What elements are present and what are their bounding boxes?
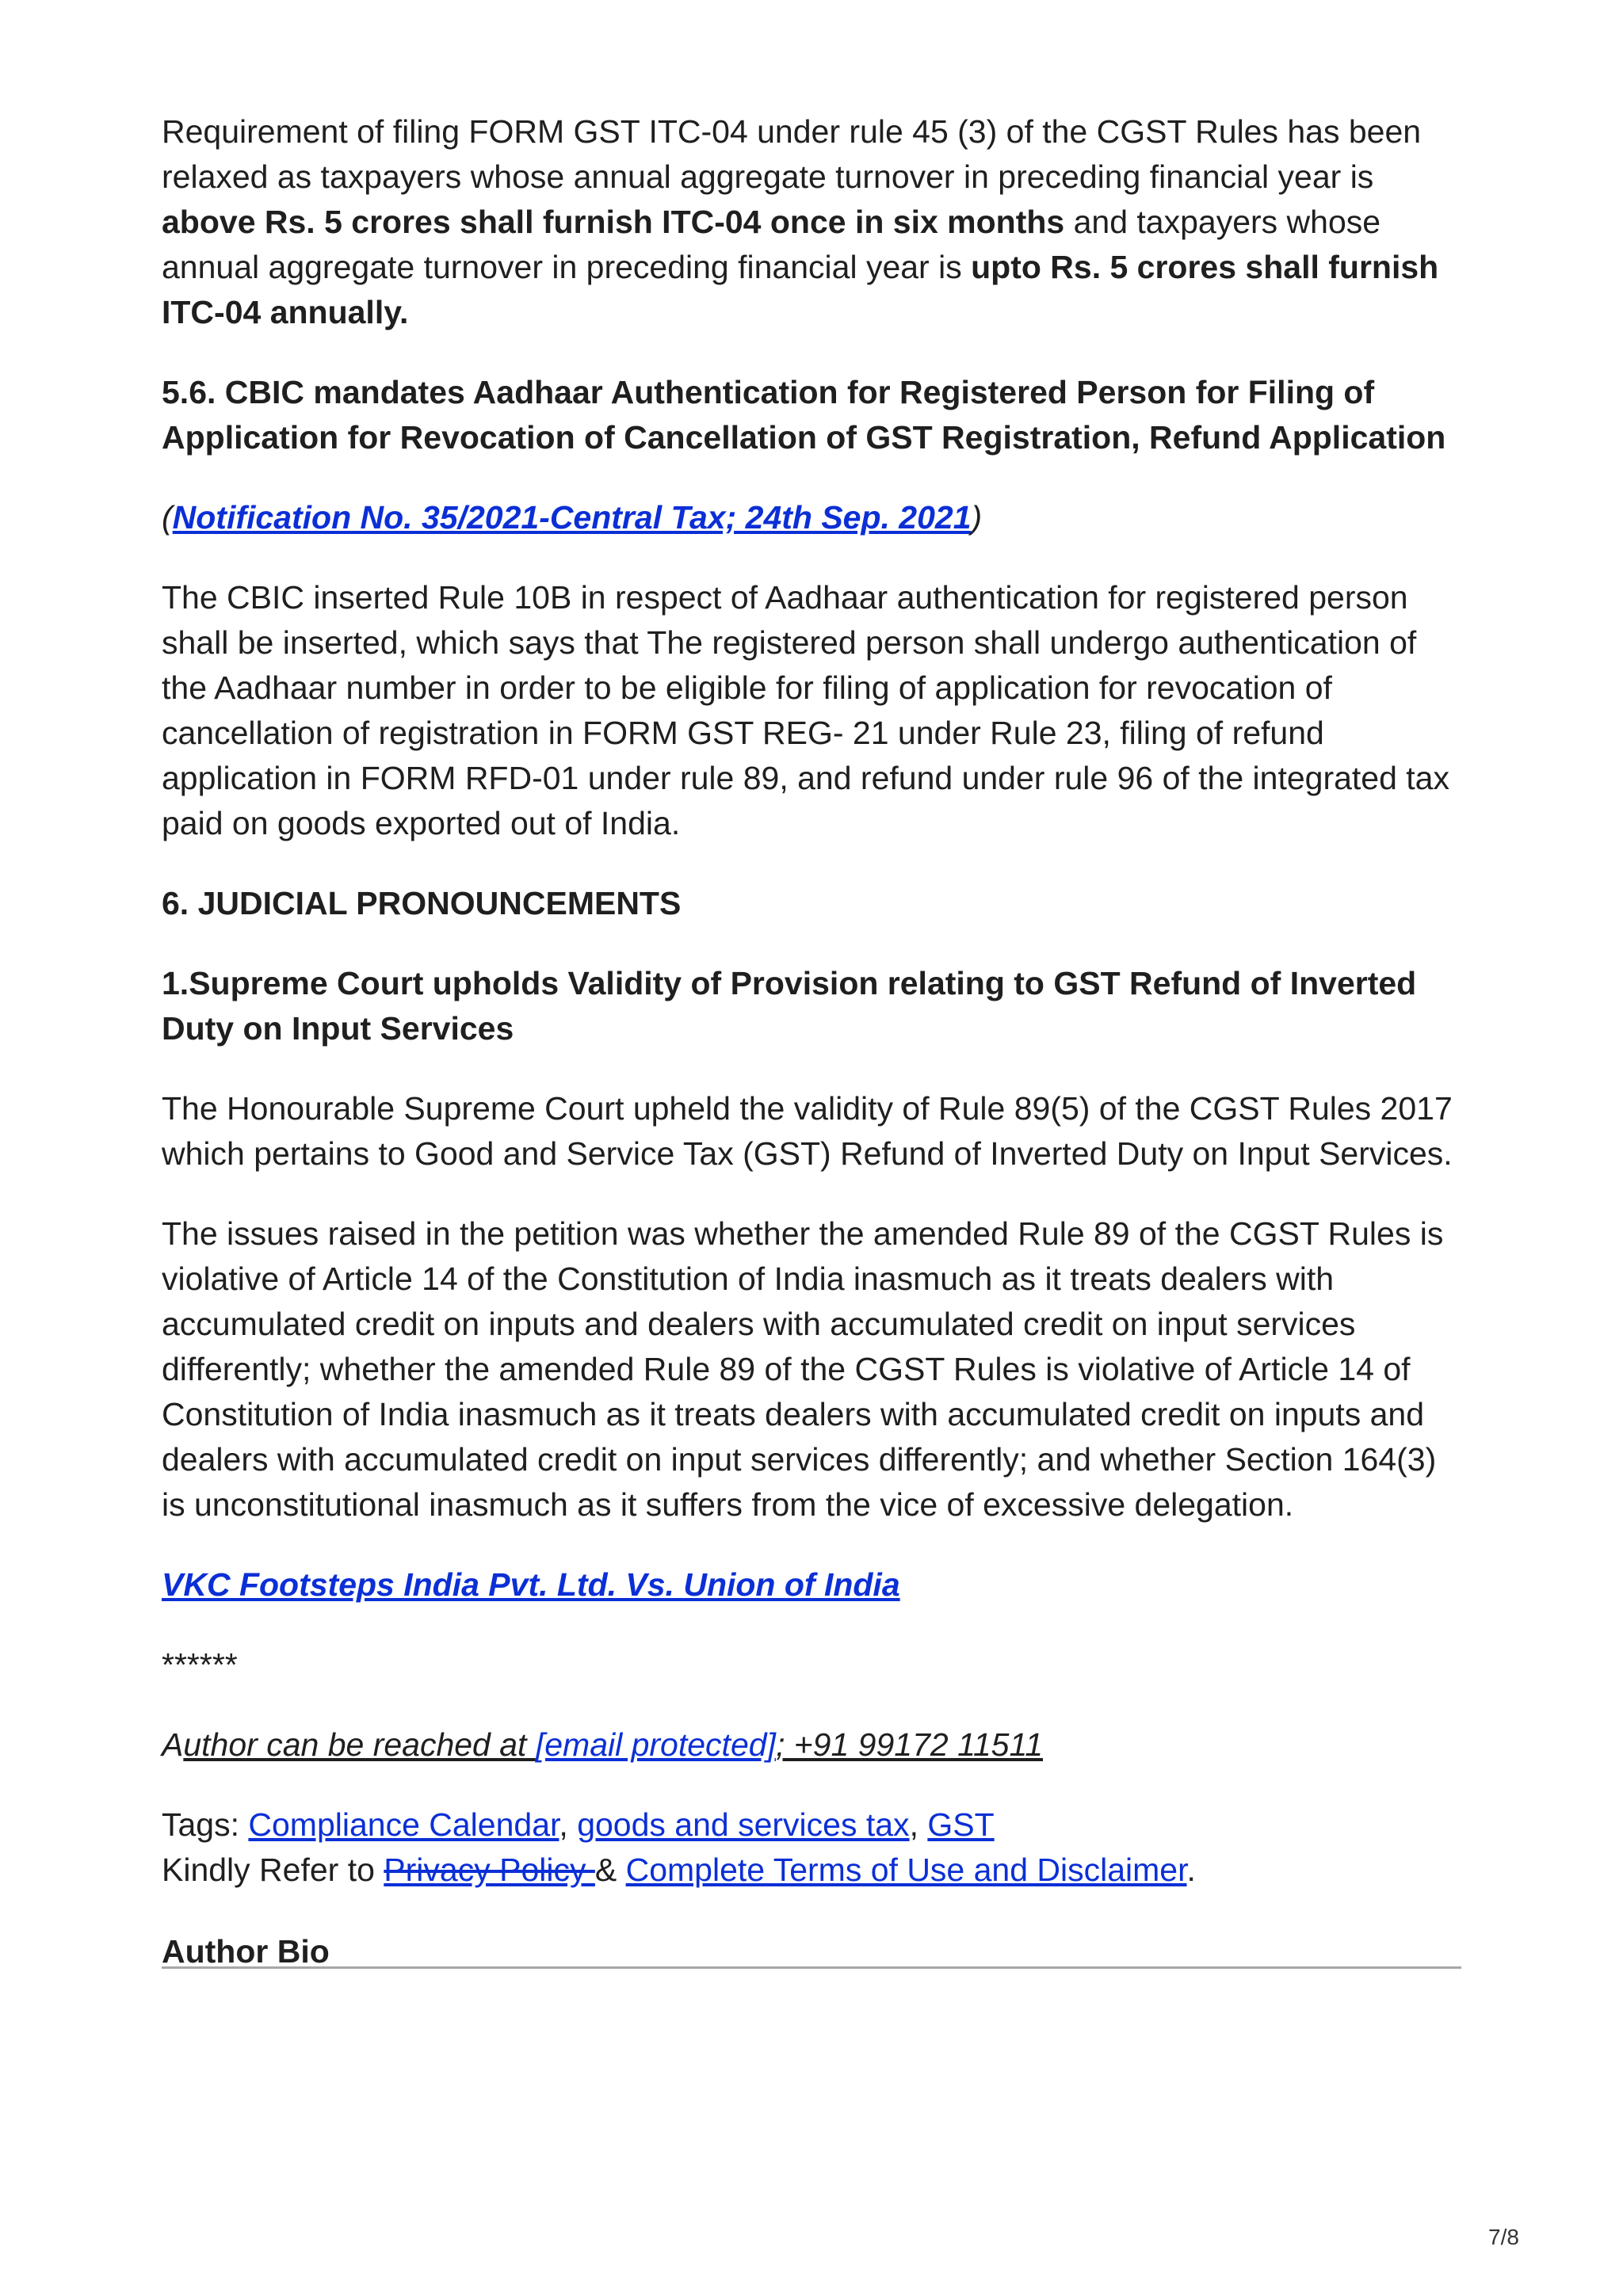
- privacy-policy-link[interactable]: Privacy Policy: [384, 1852, 595, 1888]
- notif-close-paren: ): [971, 499, 983, 536]
- refer-ampersand: &: [594, 1852, 626, 1888]
- itc04-bold-2: upto Rs. 5 crores shall furnish ITC-04 annually.: [162, 249, 1439, 330]
- document-page: [162, 109, 1461, 1977]
- tag-link-compliance-calendar[interactable]: Compliance Calendar: [248, 1806, 559, 1843]
- author-contact-prefix: uthor can be reached at: [183, 1726, 536, 1763]
- tag-link-gst[interactable]: GST: [927, 1806, 995, 1843]
- tags-line: [162, 1802, 1461, 1848]
- refer-prefix: Kindly Refer to: [162, 1852, 384, 1888]
- judgment-paragraph-2: The issues raised in the petition was whether the amended Rule 89 of the CGST Rules is violative of Article 14 of the Constitution of India inasmuch as it treats dealers with accumulated credit on inputs and dealers with accumulated credit on input services differently; whether the amended Rule 89 of the CGST Rules is violative of Article 14 of Constitution of India inasmuch as it treats dealers with accumulated credit on inputs and dealers with accumulated credit on input services differently; and whether Section 164(3) is unconstitutional inasmuch as it suffers from the vice of excessive delegation.: [162, 1215, 1444, 1523]
- author-bio-title: Author Bio: [162, 1933, 330, 1970]
- judgment-heading: 1.Supreme Court upholds Validity of Provision relating to GST Refund of Inverted Duty on Input Services: [162, 965, 1417, 1047]
- author-contact-phone: ; +91 99172 11511: [775, 1726, 1044, 1763]
- notif-open-paren: (: [162, 499, 173, 536]
- itc04-paragraph: [162, 109, 1461, 335]
- tag-separator: ,: [559, 1806, 578, 1843]
- judgment-paragraph-1: The Honourable Supreme Court upheld the validity of Rule 89(5) of the CGST Rules 2017 which pertains to Good and Service Tax (GST) Refund of Inverted Duty on Input Services.: [162, 1090, 1453, 1172]
- section-5-6-body: The CBIC inserted Rule 10B in respect of Aadhaar authentication for registered person shall be inserted, which says that The registered person shall undergo authentication of the Aadhaar number in order to be eligible for filing of application for revocation of cancellation of registration in FORM GST REG- 21 under Rule 23, filing of refund application in FORM RFD-01 under rule 89, and refund under rule 96 of the integrated tax paid on goods exported out of India.: [162, 579, 1449, 841]
- itc04-text-2: and taxpayers whose annual aggregate turnover in preceding financial year is: [162, 204, 1381, 285]
- refer-line: [162, 1848, 1461, 1893]
- terms-link[interactable]: Complete Terms of Use and Disclaimer: [625, 1852, 1187, 1888]
- notification-reference: [162, 495, 1461, 540]
- tag-link-goods-and-services-tax[interactable]: goods and services tax: [577, 1806, 910, 1843]
- refer-end: .: [1186, 1852, 1196, 1888]
- itc04-bold-1: above Rs. 5 crores shall furnish ITC-04 once in six months: [162, 204, 1065, 240]
- case-link[interactable]: VKC Footsteps India Pvt. Ltd. Vs. Union of India: [162, 1566, 900, 1603]
- author-contact-first-letter: A: [162, 1726, 184, 1763]
- email-link[interactable]: [email protected]: [535, 1726, 776, 1763]
- tags-label: Tags:: [162, 1806, 249, 1843]
- section-5-6-heading: 5.6. CBIC mandates Aadhaar Authentication for Registered Person for Filing of Application for Revocation of Cancellation of GST Registration, Refund Application: [162, 374, 1446, 456]
- itc04-text-1: Requirement of filing FORM GST ITC-04 under rule 45 (3) of the CGST Rules has been relaxed as taxpayers whose annual aggregate turnover in preceding financial year is: [162, 113, 1422, 195]
- tag-separator: ,: [909, 1806, 928, 1843]
- case-link-paragraph: [162, 1562, 1461, 1608]
- notification-link[interactable]: Notification No. 35/2021-Central Tax; 24th Sep. 2021: [172, 499, 972, 536]
- separator-stars: ******: [162, 1646, 238, 1683]
- page-number: 7/8: [1488, 2225, 1519, 2249]
- author-contact: [162, 1722, 1461, 1768]
- author-bio-divider: [162, 1966, 1461, 1969]
- section-6-heading: 6. JUDICIAL PRONOUNCEMENTS: [162, 885, 682, 921]
- author-bio-section: [162, 1929, 1461, 1977]
